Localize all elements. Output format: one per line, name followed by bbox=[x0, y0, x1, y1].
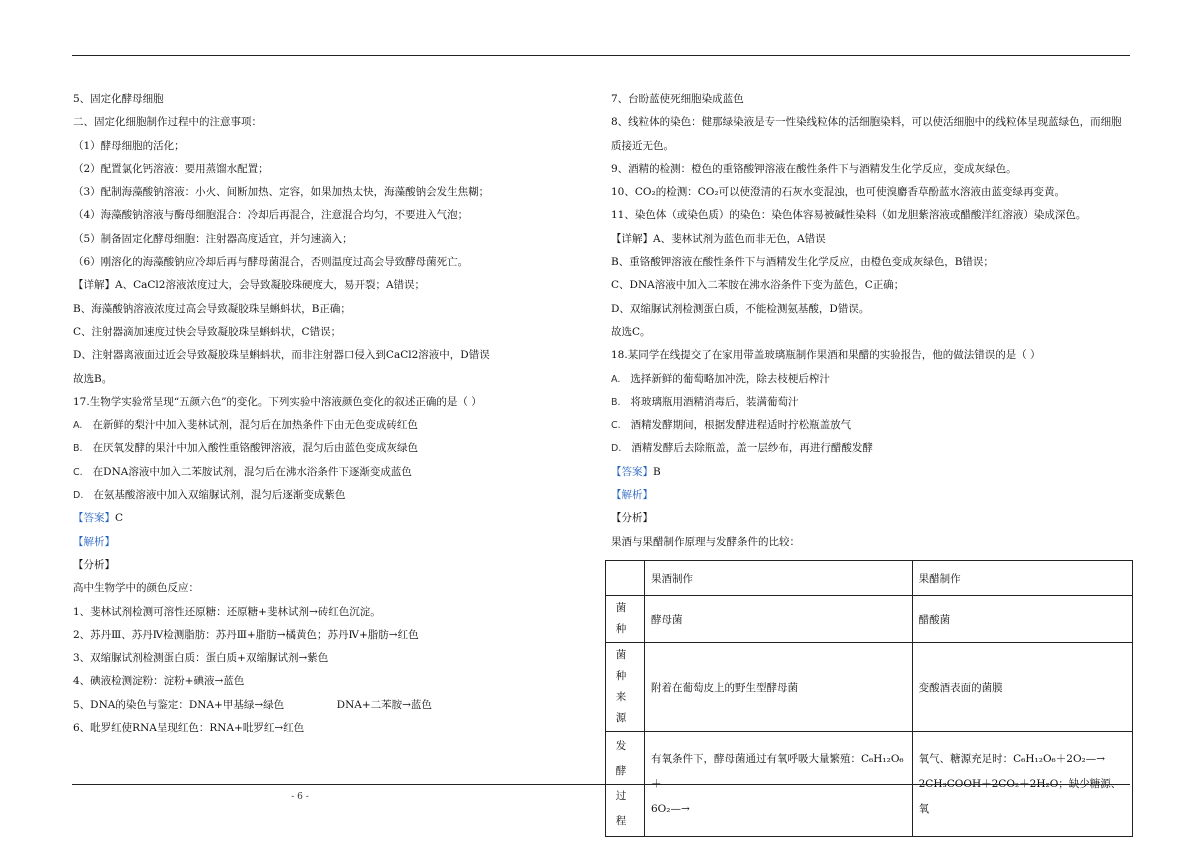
option-text: 选择新鲜的葡萄略加冲洗，除去枝梗后榨汁 bbox=[630, 372, 830, 385]
table-row bbox=[606, 561, 1133, 596]
table-cell: 酵母菌 bbox=[645, 596, 913, 643]
option-letter: D. bbox=[73, 490, 84, 502]
text-line: 【详解】A、CaCl2溶液浓度过大，会导致凝胶珠硬度大，易开裂；A错误； bbox=[73, 279, 426, 292]
q18-option-a bbox=[611, 368, 1136, 391]
option-text: 酒精发酵期间，根据发酵进程适时拧松瓶盖放气 bbox=[630, 419, 852, 432]
q17-option-a bbox=[73, 414, 573, 437]
cell-line: 2CH₃COOH＋2CO₂＋2H₂O；缺少糖源、氧 bbox=[918, 777, 1122, 815]
text-line: D、注射器离液面过近会导致凝胶珠呈蝌蚪状，而非注射器口侵入到CaCl2溶液中，D错误 bbox=[73, 349, 490, 362]
fenxi-tag: 【分析】 bbox=[611, 512, 653, 525]
footer-rule bbox=[72, 784, 1130, 785]
analysis-tag: 【解析】 bbox=[73, 535, 115, 548]
text-line: 质接近无色。 bbox=[611, 139, 674, 152]
text-line: （2）配置氯化钙溶液：要用蒸馏水配置； bbox=[73, 162, 269, 175]
table-intro: 果酒与果醋制作原理与发酵条件的比较： bbox=[611, 535, 800, 548]
option-letter: D. bbox=[611, 443, 622, 455]
answer-line bbox=[73, 507, 573, 530]
answer-line bbox=[611, 461, 1136, 484]
option-text: 在氨基酸溶液中加入双缩脲试剂，混匀后逐渐变成紫色 bbox=[93, 489, 346, 502]
analysis-tag: 【解析】 bbox=[611, 489, 653, 502]
table-row bbox=[606, 643, 1133, 732]
option-letter: A. bbox=[73, 420, 83, 432]
option-letter: A. bbox=[611, 373, 621, 385]
text-line: 3、双缩脲试剂检测蛋白质：蛋白质+双缩脲试剂→紫色 bbox=[73, 652, 329, 665]
option-letter: C. bbox=[611, 420, 621, 432]
text-line: 5、DNA的染色与鉴定：DNA+甲基绿→绿色 DNA+二苯胺→蓝色 bbox=[73, 698, 432, 711]
text-line: （3）配制海藻酸钠溶液：小火、间断加热、定容，如果加热太快，海藻酸钠会发生焦糊； bbox=[73, 186, 490, 199]
table-row bbox=[606, 596, 1133, 643]
option-text: 酒精发酵后去除瓶盖，盖一层纱布，再进行醋酸发酵 bbox=[631, 442, 873, 455]
question-17-stem: 17.生物学实验常呈现“五颜六色”的变化。下列实验中溶液颜色变化的叙述正确的是（ ） bbox=[73, 395, 482, 408]
left-column bbox=[73, 88, 573, 740]
text-line: 4、碘液检测淀粉：淀粉+碘液→蓝色 bbox=[73, 675, 245, 688]
page-number: - 6 - bbox=[291, 792, 309, 802]
answer-tag: 【答案】 bbox=[611, 465, 653, 478]
q18-option-d bbox=[611, 437, 1136, 460]
question-18-stem: 18.某同学在线提交了在家用带盖玻璃瓶制作果酒和果醋的实验报告，他的做法错误的是（ ） bbox=[611, 349, 1041, 362]
row-head: 菌种 bbox=[606, 596, 645, 643]
answer-value: B bbox=[653, 465, 661, 478]
option-text: 在DNA溶液中加入二苯胺试剂，混匀后在沸水浴条件下逐渐变成蓝色 bbox=[92, 465, 412, 478]
text-line: 1、斐林试剂检测可溶性还原糖：还原糖+斐林试剂→砖红色沉淀。 bbox=[73, 605, 381, 618]
cell-line: 氧气、糖源充足时：C₆H₁₂O₆＋2O₂—→ bbox=[918, 752, 1106, 765]
text-line: （1）酵母细胞的活化； bbox=[73, 139, 185, 152]
option-text: 在厌氧发酵的果汁中加入酸性重铬酸钾溶液，混匀后由蓝色变成灰绿色 bbox=[92, 442, 419, 455]
text-line: 二、固定化细胞制作过程中的注意事项： bbox=[73, 116, 262, 129]
table-cell: 附着在葡萄皮上的野生型酵母菌 bbox=[645, 643, 913, 732]
cell-line: 6O₂—→ bbox=[651, 802, 690, 815]
answer-value: C bbox=[115, 512, 124, 525]
text-line: C、注射器滴加速度过快会导致凝胶珠呈蝌蚪状，C错误； bbox=[73, 325, 342, 338]
row-head: 发酵过程 bbox=[606, 732, 645, 837]
option-letter: B. bbox=[73, 443, 83, 455]
row-head: 菌种来源 bbox=[606, 643, 645, 732]
text-line: 2、苏丹Ⅲ、苏丹Ⅳ检测脂肪：苏丹Ⅲ+脂肪→橘黄色；苏丹Ⅳ+脂肪→红色 bbox=[73, 628, 419, 641]
text-line: C、DNA溶液中加入二苯胺在沸水浴条件下变为蓝色，C正确； bbox=[611, 279, 905, 292]
text-line: 6、吡罗红使RNA呈现红色：RNA+吡罗红→红色 bbox=[73, 722, 305, 735]
table-cell: 醋酸菌 bbox=[912, 596, 1132, 643]
q18-option-b bbox=[611, 391, 1136, 414]
answer-tag: 【答案】 bbox=[73, 512, 115, 525]
q17-option-c bbox=[73, 461, 573, 484]
option-text: 在新鲜的梨汁中加入斐林试剂，混匀后在加热条件下由无色变成砖红色 bbox=[92, 419, 418, 432]
text-line: （5）制备固定化酵母细胞：注射器高度适宜，并匀速滴入； bbox=[73, 232, 353, 245]
right-column bbox=[611, 88, 1136, 554]
text-line: 7、台盼蓝使死细胞染成蓝色 bbox=[611, 93, 744, 105]
text-line: 【详解】A、斐林试剂为蓝色而非无色，A错误 bbox=[611, 232, 826, 245]
table-header-wine: 果酒制作 bbox=[645, 561, 913, 596]
text-line: B、重铬酸钾溶液在酸性条件下与酒精发生化学反应，由橙色变成灰绿色，B错误； bbox=[611, 256, 994, 269]
comparison-table bbox=[605, 560, 1133, 837]
text-line: （6）刚溶化的海藻酸钠应冷却后再与酵母菌混合，否则温度过高会导致酵母菌死亡。 bbox=[73, 256, 469, 269]
fenxi-tag: 【分析】 bbox=[73, 558, 115, 571]
cell-line: 有氧条件下，酵母菌通过有氧呼吸大量繁殖：C₆H₁₂O₆＋ bbox=[651, 752, 904, 790]
table-cell: 变酸酒表面的菌膜 bbox=[912, 643, 1132, 732]
text-line: 5、固定化酵母细胞 bbox=[73, 93, 164, 105]
text-line: 10、CO₂的检测：CO₂可以使澄清的石灰水变混浊，也可使溴麝香草酚蓝水溶液由蓝变绿再变黄。 bbox=[611, 186, 1066, 199]
text-line: D、双缩脲试剂检测蛋白质，不能检测氨基酸，D错误。 bbox=[611, 302, 870, 315]
q17-option-d bbox=[73, 484, 573, 507]
text-line: 8、线粒体的染色：健那绿染液是专一性染线粒体的活细胞染料，可以使活细胞中的线粒体呈现蓝绿色，而细胞 bbox=[611, 116, 1122, 129]
option-text: 将玻璃瓶用酒精消毒后，装满葡萄汁 bbox=[630, 395, 799, 408]
text-line: 11、染色体（或染色质）的染色：染色体容易被碱性染料（如龙胆紫溶液或醋酸洋红溶液）染成深色。 bbox=[611, 209, 1087, 222]
text-line: B、海藻酸钠溶液浓度过高会导致凝胶珠呈蝌蚪状，B正确； bbox=[73, 302, 351, 315]
q18-option-c bbox=[611, 414, 1136, 437]
text-line: 故选B。 bbox=[73, 372, 113, 385]
table-cell bbox=[606, 561, 645, 596]
q17-option-b bbox=[73, 437, 573, 460]
option-letter: B. bbox=[611, 396, 621, 408]
table-header-vinegar: 果醋制作 bbox=[912, 561, 1132, 596]
text-line: （4）海藻酸钠溶液与酶母细胞混合：冷却后再混合，注意混合均匀，不要进入气泡； bbox=[73, 209, 469, 222]
header-rule bbox=[72, 55, 1130, 56]
option-letter: C. bbox=[73, 466, 83, 478]
text-line: 故选C。 bbox=[611, 325, 651, 338]
text-line: 9、酒精的检测：橙色的重铬酸钾溶液在酸性条件下与酒精发生化学反应，变成灰绿色。 bbox=[611, 162, 1017, 175]
text-line: 高中生物学中的颜色反应： bbox=[73, 582, 199, 595]
